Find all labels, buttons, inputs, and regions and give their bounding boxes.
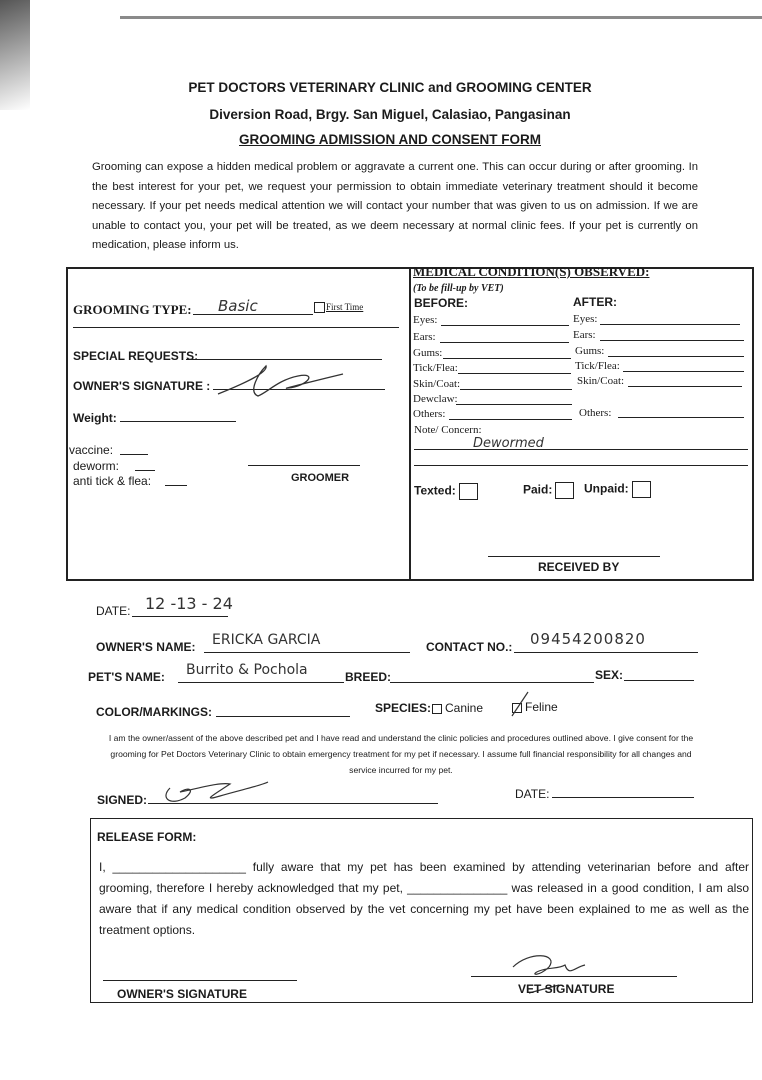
- canine-option[interactable]: [432, 701, 483, 715]
- pet-name-value: Burrito & Pochola: [186, 662, 308, 678]
- grooming-section: [66, 264, 754, 581]
- date-field[interactable]: [132, 616, 228, 617]
- after-skincoat-label: Skin/Coat:: [577, 375, 625, 387]
- owner-name-value: ERICKA GARCIA: [212, 632, 321, 648]
- after-ears-label: Ears:: [573, 329, 596, 341]
- checkbox-icon: [459, 483, 478, 500]
- section-divider: [409, 269, 411, 579]
- sex-label: SEX:: [595, 668, 624, 682]
- special-requests-label: SPECIAL REQUESTS:: [73, 349, 199, 363]
- owner-name-field[interactable]: [204, 652, 410, 653]
- after-gums-field[interactable]: [608, 356, 744, 357]
- owner-signature-scribble: [208, 362, 348, 402]
- signed-label: SIGNED:: [97, 793, 148, 807]
- paid-checkbox[interactable]: [523, 482, 574, 499]
- scan-top-border: [120, 16, 762, 19]
- deworm-label: deworm:: [73, 459, 120, 473]
- owner-signature-release-label: OWNER'S SIGNATURE: [117, 987, 247, 1001]
- before-ears-label: Ears:: [413, 331, 436, 343]
- texted-label: Texted:: [414, 483, 456, 498]
- weight-field[interactable]: [120, 421, 236, 422]
- breed-label: BREED:: [345, 670, 392, 684]
- color-markings-label: COLOR/MARKINGS:: [96, 705, 212, 719]
- release-text: I, ____________________ fully aware that my pet has been examined by attending veterinarian before and after grooming, therefore I hereby acknowledged that my pet, _______________ was released in a good condition, I am also aware that if any medical condition observed by the vet concerning my pet have been explained to me as well as the treatment options.: [99, 860, 749, 937]
- medical-subtitle: (To be fill-up by VET): [413, 283, 504, 294]
- vet-signature-label: VET SIGNATURE: [518, 982, 615, 996]
- received-by-field[interactable]: [488, 556, 660, 557]
- before-tickflea-label: Tick/Flea:: [413, 362, 458, 374]
- note-label: Note/ Concern:: [414, 424, 482, 436]
- after-others-label: Others:: [579, 407, 612, 419]
- vaccine-label: vaccine:: [69, 443, 114, 457]
- before-gums-label: Gums:: [413, 347, 443, 359]
- after-tickflea-field[interactable]: [623, 371, 744, 372]
- species-label: SPECIES:: [375, 701, 432, 715]
- vaccine-field[interactable]: [120, 454, 148, 455]
- weight-label: Weight:: [73, 411, 117, 425]
- first-time-checkbox[interactable]: [314, 302, 363, 313]
- date2-label: DATE:: [515, 787, 550, 801]
- owner-signature-release-field[interactable]: [103, 980, 297, 981]
- contact-value: 09454200820: [530, 630, 646, 648]
- checkbox-icon: [555, 482, 574, 499]
- groomer-label: GROOMER: [291, 472, 350, 484]
- after-eyes-label: Eyes:: [573, 313, 598, 325]
- breed-field[interactable]: [390, 682, 594, 683]
- owner-name-label: OWNER'S NAME:: [96, 640, 196, 654]
- checkbox-icon: [632, 481, 651, 498]
- grooming-type-label: GROOMING TYPE:: [73, 302, 192, 317]
- clinic-address: Diversion Road, Brgy. San Miguel, Calasiao, Pangasinan: [209, 107, 571, 122]
- release-title: RELEASE FORM:: [97, 830, 197, 844]
- after-heading: AFTER:: [573, 295, 617, 309]
- unpaid-checkbox[interactable]: [584, 481, 651, 498]
- pet-name-field[interactable]: [178, 682, 344, 683]
- after-eyes-field[interactable]: [600, 324, 740, 325]
- checkmark-icon: [510, 690, 530, 718]
- deworm-field[interactable]: [135, 470, 155, 471]
- texted-checkbox[interactable]: [414, 483, 478, 500]
- pet-name-label: PET'S NAME:: [88, 670, 165, 684]
- before-skincoat-label: Skin/Coat:: [413, 378, 461, 390]
- note-field-line-1[interactable]: [414, 449, 748, 450]
- form-title: GROOMING ADMISSION AND CONSENT FORM: [239, 132, 541, 147]
- consent-text: I am the owner/assent of the above described pet and I have read and understand the clinic policies and procedures outlined above. I give consent for the grooming for Pet Doctors Veterinary Clinic to obtain emergency treatment for my pet if necessary. I assume full financial responsibility for all changes and service incurred for my pet.: [108, 733, 694, 775]
- grooming-extra-line: [73, 327, 399, 328]
- intro-paragraph: Grooming can expose a hidden medical problem or aggravate a current one. This can occur during or after grooming. In the best interest for your pet, we request your permission to obtain immediate veterinary treatment should it become necessary. If your pet needs medical attention we will contact your number that was given to us on admission. If we are unable to contact you, your pet will be treated, as we deem necessary at normal clinic fees. If your pet is currently on medication, please inform us.: [92, 161, 698, 251]
- before-ears-field[interactable]: [440, 342, 569, 343]
- before-dewclaw-label: Dewclaw:: [413, 393, 458, 405]
- feline-label: Feline: [525, 700, 558, 714]
- before-eyes-field[interactable]: [441, 325, 569, 326]
- date-label: DATE:: [96, 604, 131, 618]
- before-heading: BEFORE:: [414, 296, 468, 310]
- after-tickflea-label: Tick/Flea:: [575, 360, 620, 372]
- received-by-label: RECEIVED BY: [538, 560, 620, 574]
- before-dewclaw-field[interactable]: [456, 404, 572, 405]
- canine-label: Canine: [445, 701, 484, 715]
- note-value: Dewormed: [473, 436, 544, 451]
- anti-tick-label: anti tick & flea:: [73, 474, 152, 488]
- checkbox-icon: [432, 704, 442, 714]
- first-time-label: First Time: [326, 302, 364, 312]
- contact-field[interactable]: [514, 652, 698, 653]
- before-others-label: Others:: [413, 408, 446, 420]
- date2-field[interactable]: [552, 797, 694, 798]
- after-ears-field[interactable]: [600, 340, 744, 341]
- contact-label: CONTACT NO.:: [426, 640, 513, 654]
- clinic-name: PET DOCTORS VETERINARY CLINIC and GROOMING CENTER: [188, 80, 592, 95]
- after-gums-label: Gums:: [575, 345, 605, 357]
- after-skincoat-field[interactable]: [628, 386, 742, 387]
- anti-tick-field[interactable]: [165, 485, 187, 486]
- color-markings-field[interactable]: [216, 716, 350, 717]
- sex-field[interactable]: [624, 680, 694, 681]
- grooming-type-value: Basic: [218, 297, 258, 315]
- release-form: [90, 818, 753, 1003]
- before-others-field[interactable]: [449, 419, 572, 420]
- checkbox-icon: [314, 302, 325, 313]
- owner-signature-label: OWNER'S SIGNATURE :: [73, 379, 211, 393]
- special-requests-field[interactable]: [186, 359, 382, 360]
- before-eyes-label: Eyes:: [413, 314, 438, 326]
- after-others-field[interactable]: [618, 417, 744, 418]
- before-skincoat-field[interactable]: [460, 389, 572, 390]
- medical-title: MEDICAL CONDITION(S) OBSERVED:: [413, 264, 650, 279]
- note-field-line-2[interactable]: [414, 465, 748, 466]
- date-value: 12 -13 - 24: [145, 594, 233, 613]
- unpaid-label: Unpaid:: [584, 481, 629, 496]
- paid-label: Paid:: [523, 482, 553, 497]
- before-gums-field[interactable]: [443, 358, 571, 359]
- signed-scribble: [160, 778, 270, 808]
- before-tickflea-field[interactable]: [458, 373, 571, 374]
- groomer-signature-field[interactable]: [248, 465, 360, 466]
